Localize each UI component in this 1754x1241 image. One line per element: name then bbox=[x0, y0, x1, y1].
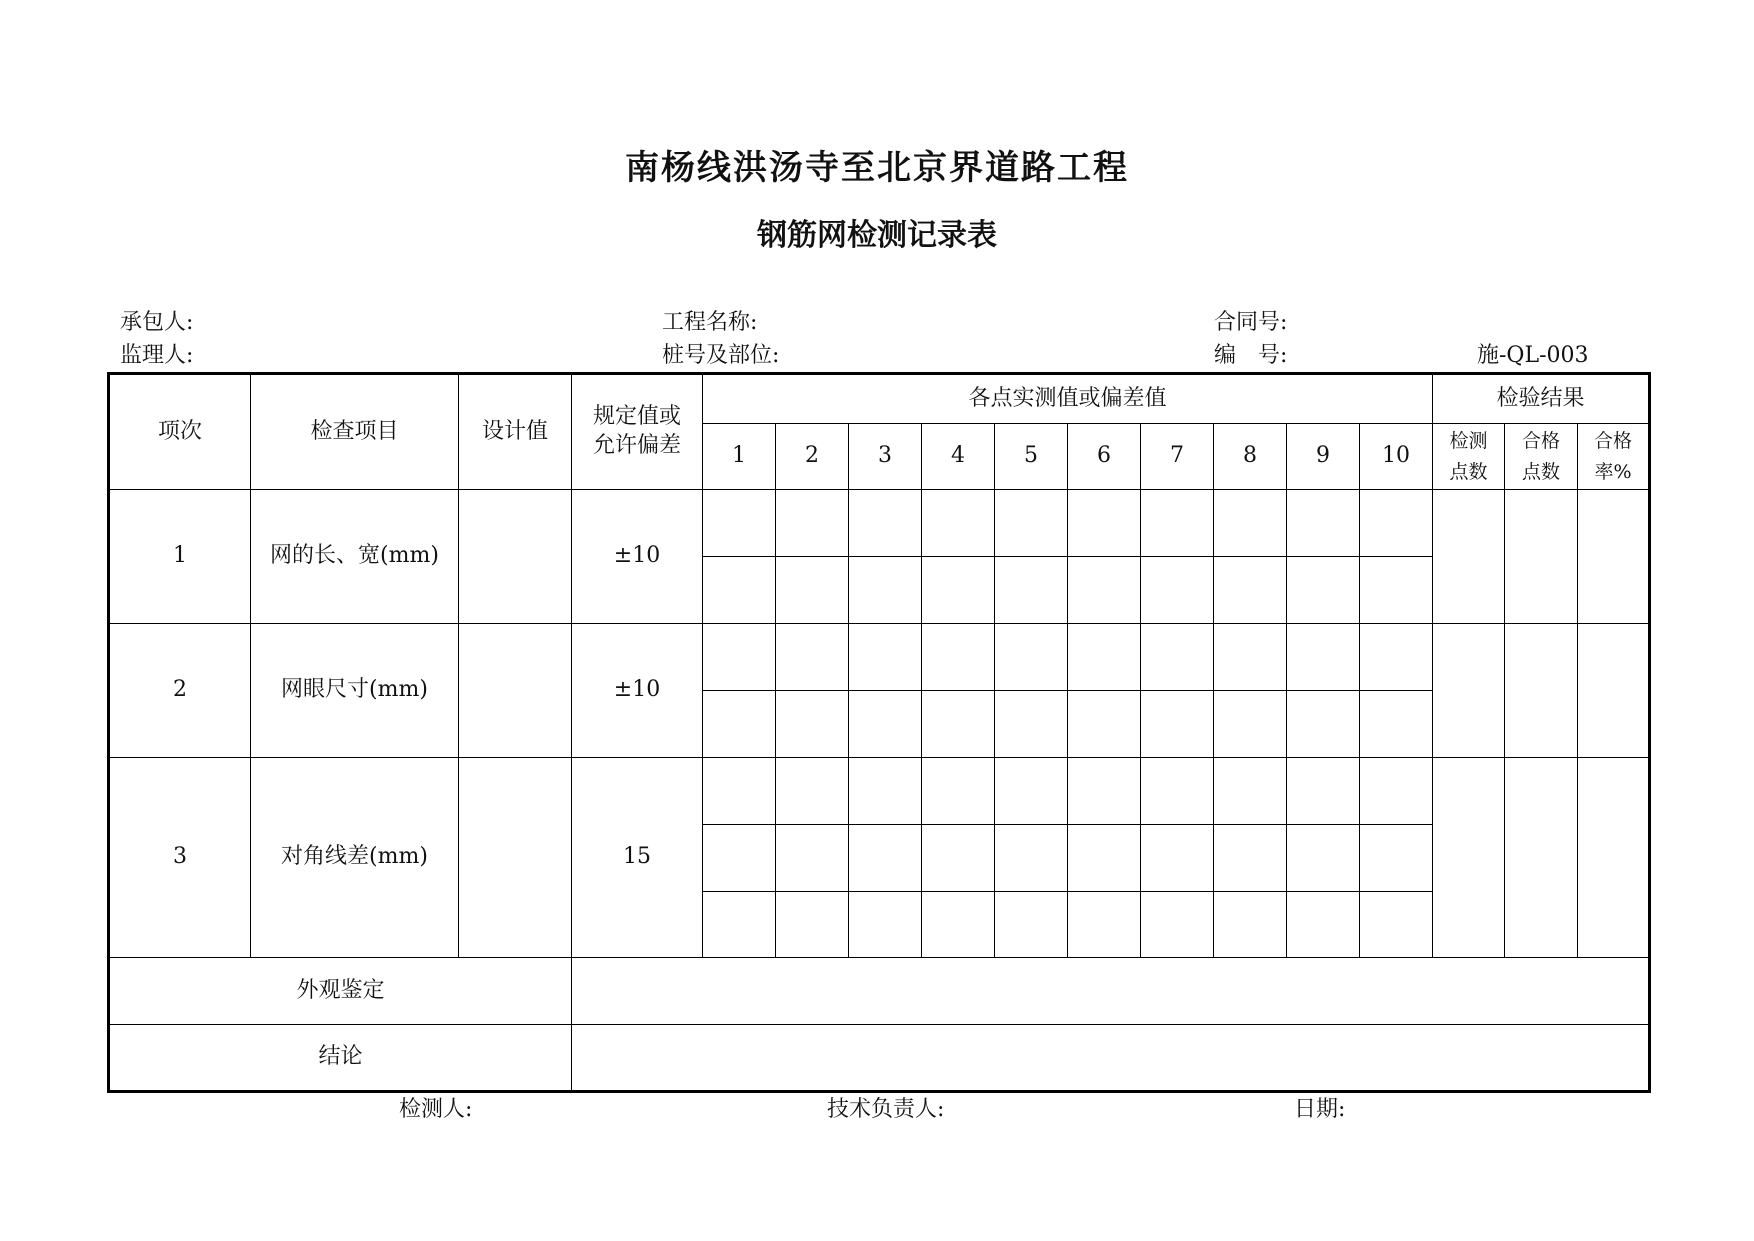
header-tolerance-line1: 规定值或 bbox=[592, 404, 681, 430]
measure-cell[interactable] bbox=[849, 490, 922, 557]
measure-cell[interactable] bbox=[922, 490, 995, 557]
row1-item: 网的长、宽(mm) bbox=[251, 490, 459, 624]
measure-cell[interactable] bbox=[1068, 825, 1141, 892]
contract-no-label: 合同号: bbox=[1214, 310, 1288, 335]
measure-cell[interactable] bbox=[1068, 624, 1141, 691]
conclusion-label: 结论 bbox=[109, 1025, 572, 1092]
row2-tolerance: ±10 bbox=[572, 624, 703, 758]
measure-cell[interactable] bbox=[1360, 624, 1433, 691]
measure-cell[interactable] bbox=[703, 490, 776, 557]
header-point-1: 1 bbox=[703, 424, 776, 490]
measure-cell[interactable] bbox=[995, 691, 1068, 758]
header-check-points bbox=[1433, 424, 1505, 490]
measure-cell[interactable] bbox=[1287, 892, 1360, 958]
row3-pass-points-cell[interactable] bbox=[1505, 758, 1578, 958]
header-pass-points bbox=[1505, 424, 1578, 490]
measure-cell[interactable] bbox=[1360, 825, 1433, 892]
row2-pass-rate-cell[interactable] bbox=[1578, 624, 1650, 758]
row1-design-value-cell[interactable] bbox=[459, 490, 572, 624]
header-tolerance bbox=[572, 374, 703, 490]
table-row bbox=[109, 490, 1650, 557]
measure-cell[interactable] bbox=[1214, 624, 1287, 691]
measure-cell[interactable] bbox=[995, 892, 1068, 958]
header-pass-rate-line2: 率% bbox=[1594, 460, 1632, 483]
measure-cell[interactable] bbox=[922, 691, 995, 758]
measure-cell[interactable] bbox=[1141, 825, 1214, 892]
measure-cell[interactable] bbox=[849, 624, 922, 691]
header-point-8: 8 bbox=[1214, 424, 1287, 490]
measure-cell[interactable] bbox=[922, 624, 995, 691]
header-pass-rate-line1: 合格 bbox=[1593, 430, 1632, 453]
measure-cell[interactable] bbox=[776, 892, 849, 958]
row3-tolerance: 15 bbox=[572, 758, 703, 958]
appearance-label: 外观鉴定 bbox=[109, 958, 572, 1025]
measure-cell[interactable] bbox=[703, 557, 776, 624]
measure-cell[interactable] bbox=[1141, 557, 1214, 624]
measure-cell[interactable] bbox=[1068, 490, 1141, 557]
measure-cell[interactable] bbox=[776, 557, 849, 624]
row1-pass-points-cell[interactable] bbox=[1505, 490, 1578, 624]
measure-cell[interactable] bbox=[1141, 758, 1214, 825]
measure-cell[interactable] bbox=[1068, 557, 1141, 624]
conclusion-field[interactable] bbox=[572, 1025, 1650, 1092]
measure-cell[interactable] bbox=[776, 490, 849, 557]
appearance-field[interactable] bbox=[572, 958, 1650, 1025]
measure-cell[interactable] bbox=[1141, 624, 1214, 691]
measure-cell[interactable] bbox=[995, 624, 1068, 691]
measure-cell[interactable] bbox=[1141, 892, 1214, 958]
row2-pass-points-cell[interactable] bbox=[1505, 624, 1578, 758]
header-point-3: 3 bbox=[849, 424, 922, 490]
measure-cell[interactable] bbox=[922, 825, 995, 892]
tech-lead-label: 技术负责人: bbox=[827, 1097, 945, 1122]
conclusion-row bbox=[109, 1025, 1650, 1092]
measure-cell[interactable] bbox=[703, 825, 776, 892]
header-pass-points-line2: 点数 bbox=[1521, 460, 1560, 483]
measure-cell[interactable] bbox=[849, 691, 922, 758]
measure-cell[interactable] bbox=[1214, 490, 1287, 557]
measure-cell[interactable] bbox=[776, 825, 849, 892]
table-row bbox=[109, 758, 1650, 825]
document-title: 南杨线洪汤寺至北京界道路工程 bbox=[625, 148, 1129, 188]
row3-design-value-cell[interactable] bbox=[459, 758, 572, 958]
header-point-10: 10 bbox=[1360, 424, 1433, 490]
measure-cell[interactable] bbox=[849, 557, 922, 624]
measure-cell[interactable] bbox=[703, 758, 776, 825]
header-point-2: 2 bbox=[776, 424, 849, 490]
row1-tolerance: ±10 bbox=[572, 490, 703, 624]
row2-check-points-cell[interactable] bbox=[1433, 624, 1505, 758]
header-check-item: 检查项目 bbox=[251, 374, 459, 490]
row1-pass-rate-cell[interactable] bbox=[1578, 490, 1650, 624]
measure-cell[interactable] bbox=[1287, 691, 1360, 758]
measure-cell[interactable] bbox=[1068, 892, 1141, 958]
header-result-group: 检验结果 bbox=[1433, 374, 1650, 424]
measure-cell[interactable] bbox=[1360, 490, 1433, 557]
measure-cell[interactable] bbox=[995, 490, 1068, 557]
header-check-points-line2: 点数 bbox=[1449, 460, 1488, 483]
measure-cell[interactable] bbox=[1214, 691, 1287, 758]
header-point-7: 7 bbox=[1141, 424, 1214, 490]
header-pass-rate bbox=[1578, 424, 1650, 490]
station-location-label: 桩号及部位: bbox=[662, 343, 780, 368]
measure-cell[interactable] bbox=[1214, 825, 1287, 892]
header-point-4: 4 bbox=[922, 424, 995, 490]
measure-cell[interactable] bbox=[776, 624, 849, 691]
measure-cell[interactable] bbox=[1214, 892, 1287, 958]
header-design-value: 设计值 bbox=[459, 374, 572, 490]
measure-cell[interactable] bbox=[1068, 691, 1141, 758]
measure-cell[interactable] bbox=[1360, 758, 1433, 825]
row2-design-value-cell[interactable] bbox=[459, 624, 572, 758]
row1-check-points-cell[interactable] bbox=[1433, 490, 1505, 624]
number-value: 施-QL-003 bbox=[1477, 343, 1589, 368]
header-check-points-line1: 检测 bbox=[1449, 430, 1488, 453]
header-point-6: 6 bbox=[1068, 424, 1141, 490]
measure-cell[interactable] bbox=[995, 557, 1068, 624]
measure-cell[interactable] bbox=[703, 624, 776, 691]
inspection-table bbox=[107, 372, 1651, 1093]
measure-cell[interactable] bbox=[922, 892, 995, 958]
measure-cell[interactable] bbox=[703, 691, 776, 758]
inspector-label: 检测人: bbox=[399, 1097, 473, 1122]
measure-cell[interactable] bbox=[922, 557, 995, 624]
measure-cell[interactable] bbox=[1141, 691, 1214, 758]
row2-item: 网眼尺寸(mm) bbox=[251, 624, 459, 758]
row3-no: 3 bbox=[109, 758, 251, 958]
measure-cell[interactable] bbox=[703, 892, 776, 958]
appearance-row bbox=[109, 958, 1650, 1025]
form-title: 钢筋网检测记录表 bbox=[757, 218, 997, 253]
measure-cell[interactable] bbox=[922, 758, 995, 825]
measure-cell[interactable] bbox=[776, 758, 849, 825]
measure-cell[interactable] bbox=[995, 758, 1068, 825]
measure-cell[interactable] bbox=[849, 825, 922, 892]
measure-cell[interactable] bbox=[1287, 825, 1360, 892]
measure-cell[interactable] bbox=[1360, 691, 1433, 758]
measure-cell[interactable] bbox=[849, 758, 922, 825]
header-point-5: 5 bbox=[995, 424, 1068, 490]
table-row bbox=[109, 624, 1650, 691]
measure-cell[interactable] bbox=[1214, 758, 1287, 825]
measure-cell[interactable] bbox=[1287, 490, 1360, 557]
measure-cell[interactable] bbox=[1360, 892, 1433, 958]
measure-cell[interactable] bbox=[1287, 624, 1360, 691]
measure-cell[interactable] bbox=[1068, 758, 1141, 825]
measure-cell[interactable] bbox=[1287, 557, 1360, 624]
row3-item: 对角线差(mm) bbox=[251, 758, 459, 958]
measure-cell[interactable] bbox=[995, 825, 1068, 892]
row3-check-points-cell[interactable] bbox=[1433, 758, 1505, 958]
header-point-9: 9 bbox=[1287, 424, 1360, 490]
contractor-label: 承包人: bbox=[120, 310, 194, 335]
project-name-label: 工程名称: bbox=[662, 310, 758, 335]
header-tolerance-line2: 允许偏差 bbox=[592, 433, 681, 458]
row3-pass-rate-cell[interactable] bbox=[1578, 758, 1650, 958]
measure-cell[interactable] bbox=[1214, 557, 1287, 624]
header-measured-group: 各点实测值或偏差值 bbox=[703, 374, 1433, 424]
row1-no: 1 bbox=[109, 490, 251, 624]
measure-cell[interactable] bbox=[1287, 758, 1360, 825]
date-label: 日期: bbox=[1294, 1097, 1346, 1122]
supervisor-label: 监理人: bbox=[120, 343, 194, 368]
row2-no: 2 bbox=[109, 624, 251, 758]
measure-cell[interactable] bbox=[1360, 557, 1433, 624]
header-pass-points-line1: 合格 bbox=[1521, 430, 1560, 453]
measure-cell[interactable] bbox=[1141, 490, 1214, 557]
number-label: 编 号: bbox=[1214, 343, 1288, 368]
measure-cell[interactable] bbox=[849, 892, 922, 958]
measure-cell[interactable] bbox=[776, 691, 849, 758]
header-item-no: 项次 bbox=[109, 374, 251, 490]
